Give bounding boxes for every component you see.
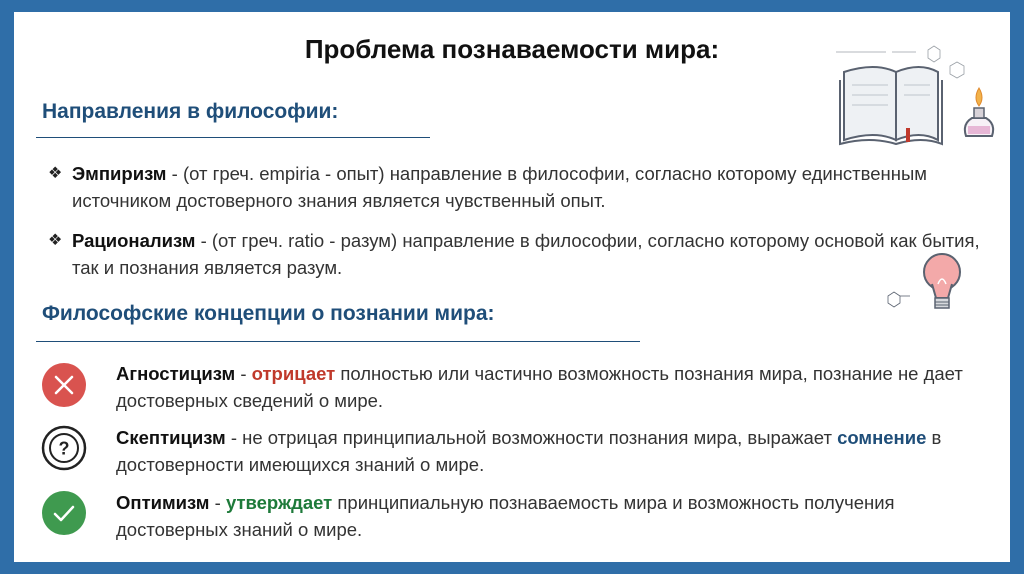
definition: - (от греч. ratio - разум) направление в философии, согласно которому основой как бытия, так и познания является разум. (72, 230, 980, 278)
term: Скептицизм (116, 427, 226, 448)
open-book-illustration (830, 40, 1000, 148)
term: Агностицизм (116, 363, 236, 384)
keyword: утверждает (225, 492, 333, 513)
section-heading-concepts: Философские концепции о познании мира: (42, 302, 495, 325)
list-item-rationalism (48, 227, 998, 281)
definition: принципиальную познаваемость мира и возможность получения достоверных знаний о мире. (116, 492, 895, 540)
term: Оптимизм (116, 492, 210, 513)
separator: - (235, 363, 252, 384)
keyword: отрицает (251, 363, 336, 384)
check-circle-icon (41, 490, 87, 536)
light-bulb-illustration (880, 248, 980, 320)
x-circle-icon (41, 362, 87, 408)
list-item-empiricism (48, 160, 998, 214)
term: Эмпиризм (72, 163, 167, 184)
keyword: сомнение (837, 427, 927, 448)
section-heading-directions: Направления в философии: (42, 100, 339, 123)
definition-end: в достоверности имеющихся знаний о мире. (116, 427, 942, 475)
diamond-bullet-icon: ❖ (48, 165, 63, 182)
concept-skepticism (116, 424, 996, 478)
term: Рационализм (72, 230, 196, 251)
section-divider (36, 341, 640, 342)
diamond-bullet-icon: ❖ (48, 232, 63, 249)
svg-text:?: ? (58, 438, 70, 459)
concept-agnosticism (116, 360, 996, 414)
definition: - (от греч. empiria - опыт) направление в философии, согласно которому единственным источником достоверного знания является чувственный опыт. (72, 163, 928, 211)
concept-optimism (116, 489, 996, 543)
section-divider (36, 137, 430, 138)
definition-start: - не отрицая принципиальной возможности познания мира, выражает (225, 427, 838, 448)
question-circle-icon (41, 425, 87, 471)
separator: - (209, 492, 226, 513)
slide-title: Проблема познаваемости мира: (304, 34, 720, 64)
definition: полностью или частично возможность познания мира, познание не дает достоверных сведений о мире. (116, 363, 963, 411)
